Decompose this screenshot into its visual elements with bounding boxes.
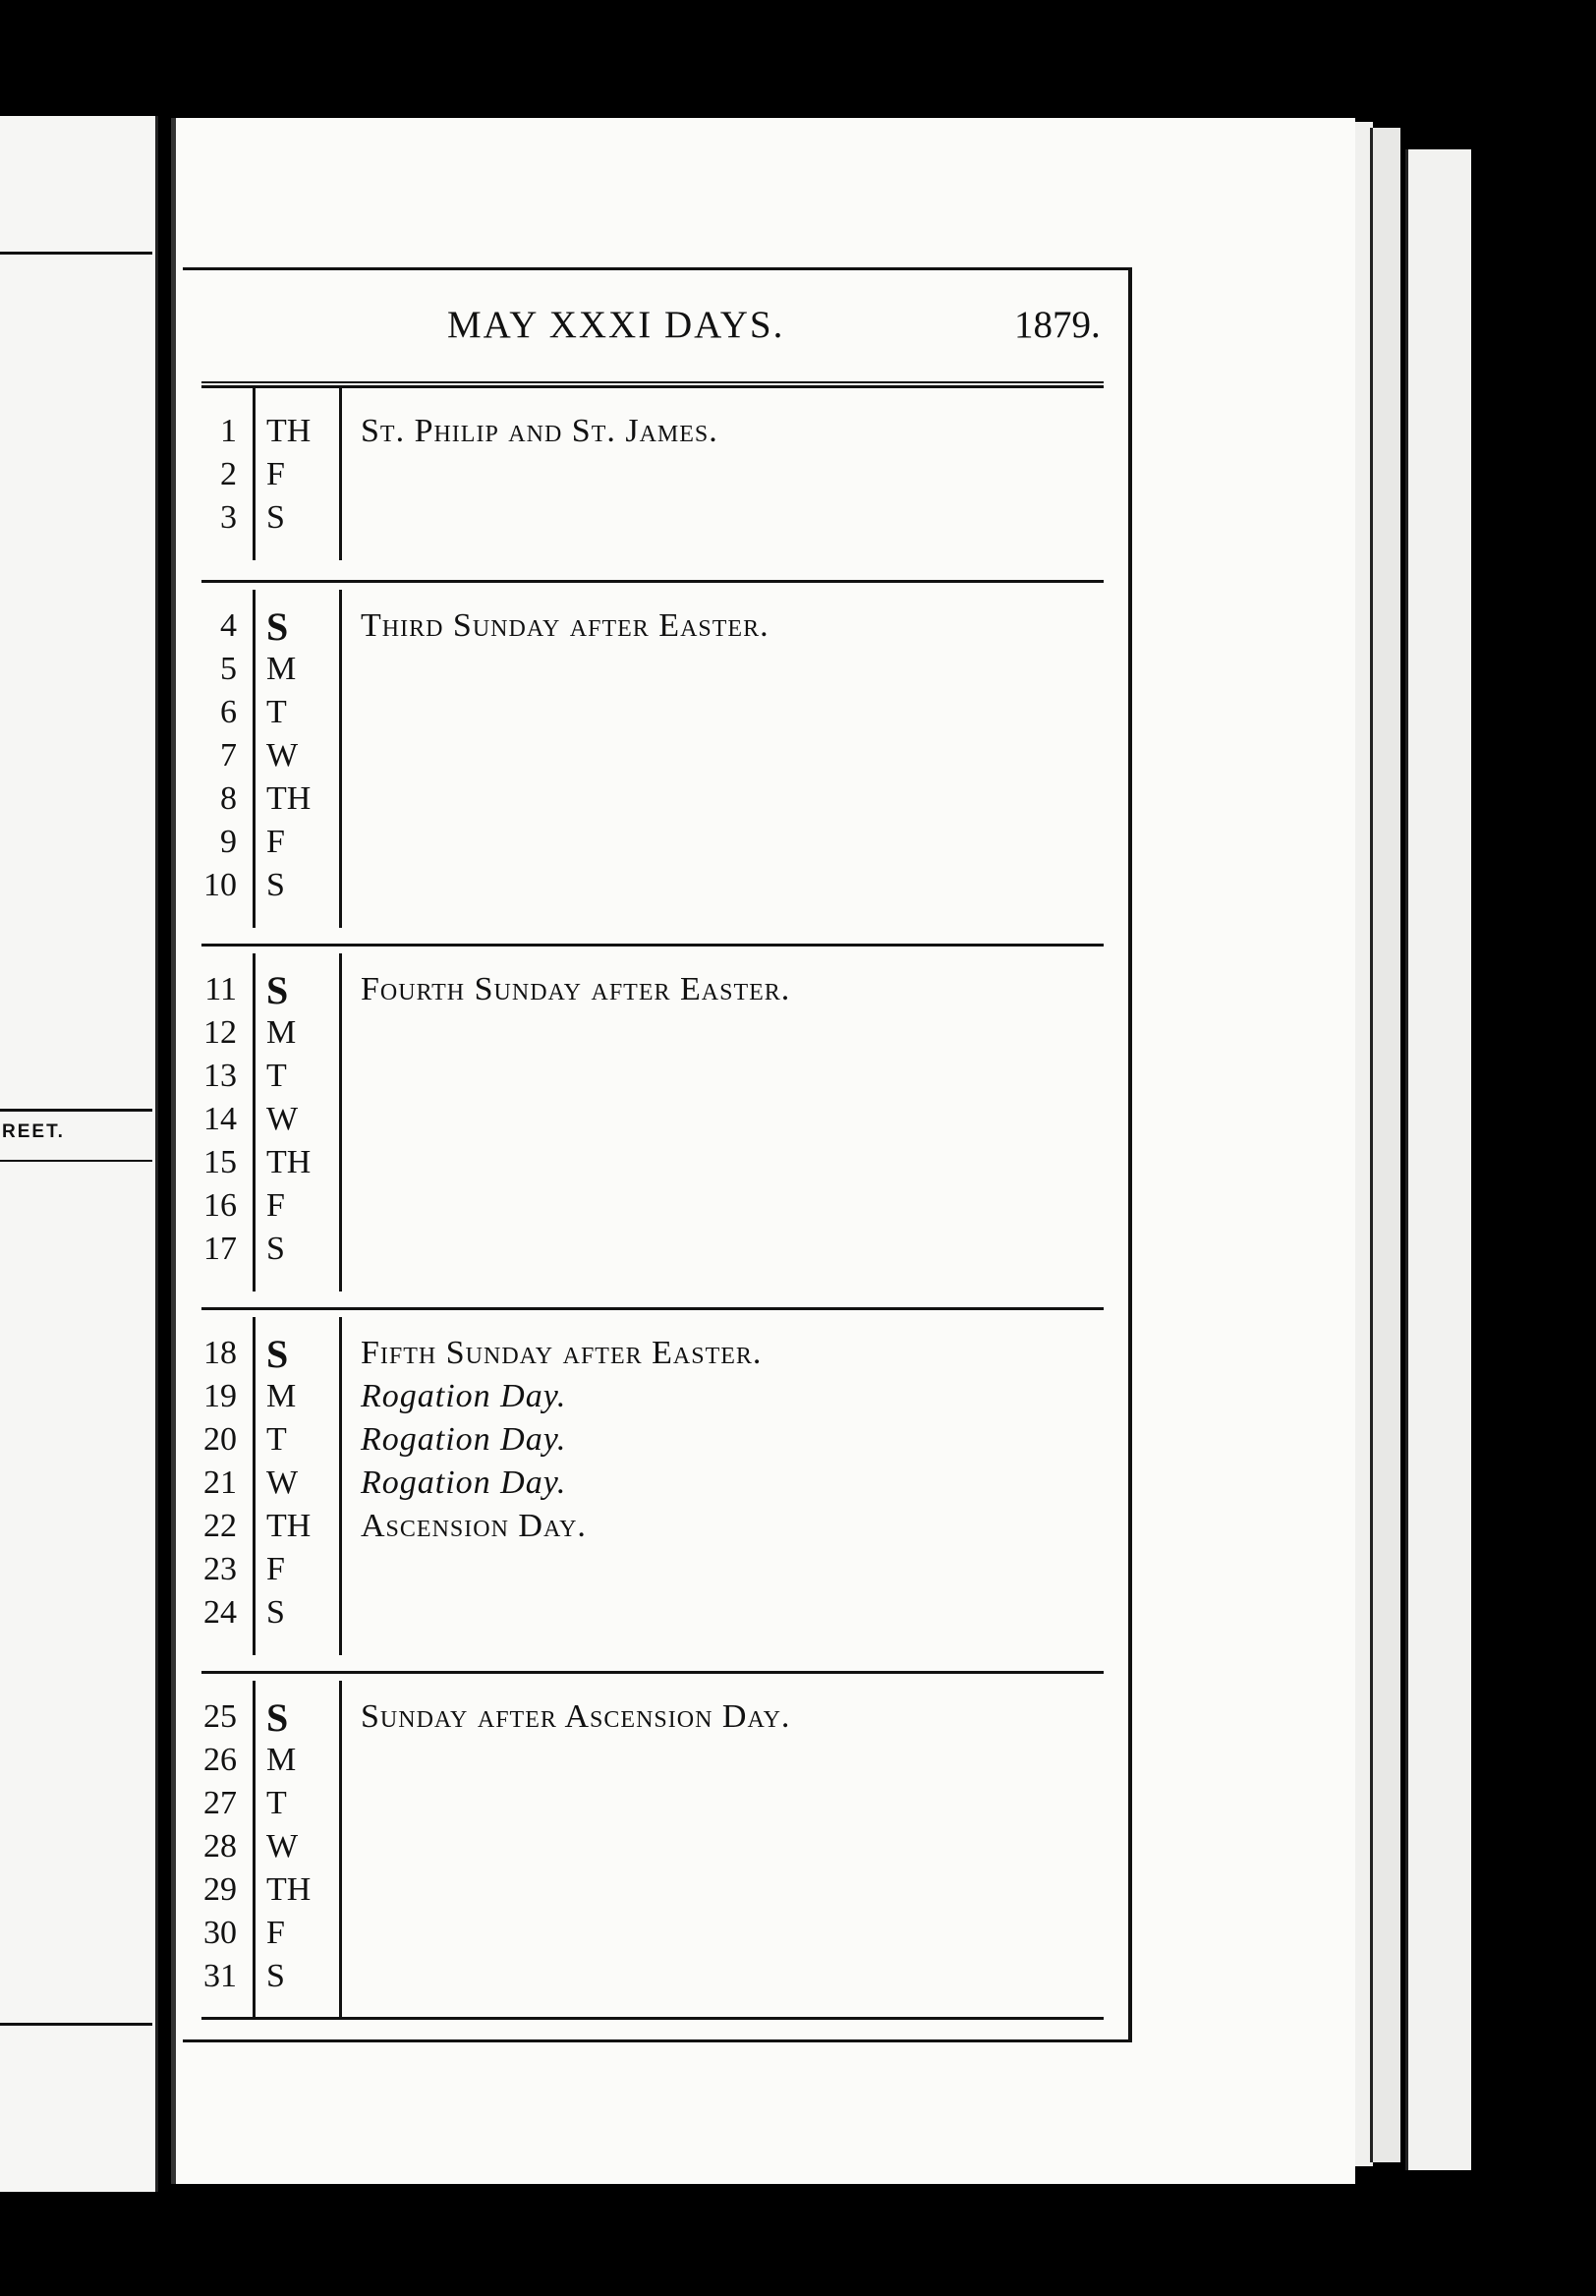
- day-row: [201, 1958, 1104, 2001]
- weekday-letter: M: [266, 1378, 297, 1414]
- day-row: [201, 1058, 1104, 1101]
- weekday-letter: TH: [266, 1508, 312, 1544]
- weekday-letter: F: [266, 1187, 285, 1224]
- day-number: 22: [203, 1508, 237, 1544]
- week-block: [201, 580, 1104, 928]
- day-number: 9: [220, 824, 237, 860]
- day-number: 21: [203, 1464, 237, 1501]
- day-number: 27: [203, 1785, 237, 1821]
- weekday-letter: TH: [266, 1144, 312, 1180]
- day-number: 28: [203, 1828, 237, 1865]
- weekday-letter: W: [266, 1464, 299, 1501]
- day-number: 12: [203, 1014, 237, 1051]
- day-row: [201, 1915, 1104, 1958]
- day-row: [201, 1378, 1104, 1421]
- weekday-letter: M: [266, 651, 297, 687]
- weekday-letter: S: [266, 1594, 285, 1631]
- table-bottom-rule: [201, 2017, 1104, 2020]
- prev-page-rule: [0, 2023, 152, 2026]
- weekday-letter: S: [266, 1231, 285, 1267]
- year-label: 1879.: [1014, 304, 1101, 346]
- day-row: [201, 1332, 1104, 1378]
- prev-page-rule: [0, 252, 152, 255]
- day-row: [201, 499, 1104, 543]
- day-number: 30: [203, 1915, 237, 1951]
- day-row: [201, 456, 1104, 499]
- prev-page-rule: [0, 1160, 152, 1162]
- week-block: [201, 1307, 1104, 1655]
- day-row: [201, 413, 1104, 456]
- day-number: 6: [220, 694, 237, 730]
- sunday-letter: S: [266, 604, 289, 649]
- weekday-letter: F: [266, 824, 285, 860]
- weekday-letter: S: [266, 1958, 285, 1994]
- day-number: 17: [203, 1231, 237, 1267]
- day-row: [201, 1785, 1104, 1828]
- day-row: [201, 1551, 1104, 1594]
- day-number: 10: [203, 867, 237, 903]
- week-separator: [201, 385, 1104, 388]
- day-number: 2: [220, 456, 237, 492]
- week-block: [201, 944, 1104, 1292]
- weekday-letter: TH: [266, 1871, 312, 1908]
- weekday-letter: TH: [266, 413, 312, 449]
- day-number: 20: [203, 1421, 237, 1458]
- week-block: [201, 1671, 1104, 2019]
- prev-page-rule: [0, 1109, 152, 1112]
- day-row: [201, 780, 1104, 824]
- weekday-letter: T: [266, 1058, 287, 1094]
- day-number: 3: [220, 499, 237, 536]
- day-number: 29: [203, 1871, 237, 1908]
- weekday-letter: W: [266, 1101, 299, 1137]
- day-row: [201, 867, 1104, 910]
- week-block: [201, 385, 1104, 560]
- weekday-letter: M: [266, 1742, 297, 1778]
- weekday-letter: S: [266, 867, 285, 903]
- day-observance: Third Sunday after Easter.: [361, 607, 770, 644]
- page-header: [0, 303, 1596, 352]
- book-edge: [1405, 149, 1471, 2170]
- previous-page: [0, 116, 158, 2192]
- day-observance: Sunday after Ascension Day.: [361, 1698, 791, 1735]
- weekday-letter: W: [266, 737, 299, 774]
- day-observance: Rogation Day.: [361, 1464, 567, 1501]
- week-separator: [201, 1671, 1104, 1674]
- week-separator: [201, 944, 1104, 947]
- page-edge: [1370, 128, 1400, 2162]
- day-number: 13: [203, 1058, 237, 1094]
- weekday-letter: F: [266, 456, 285, 492]
- day-row: [201, 1594, 1104, 1637]
- day-number: 26: [203, 1742, 237, 1778]
- week-separator: [201, 580, 1104, 583]
- day-row: [201, 737, 1104, 780]
- day-number: 25: [203, 1698, 237, 1735]
- weekday-letter: S: [266, 499, 285, 536]
- day-row: [201, 1014, 1104, 1058]
- day-row: [201, 968, 1104, 1014]
- day-number: 7: [220, 737, 237, 774]
- day-row: [201, 1828, 1104, 1871]
- weekday-letter: T: [266, 1421, 287, 1458]
- day-observance: Rogation Day.: [361, 1421, 567, 1458]
- day-row: [201, 1231, 1104, 1274]
- day-number: 18: [203, 1335, 237, 1371]
- day-row: [201, 824, 1104, 867]
- day-row: [201, 604, 1104, 651]
- day-row: [201, 1187, 1104, 1231]
- day-number: 24: [203, 1594, 237, 1631]
- day-row: [201, 1144, 1104, 1187]
- day-observance: St. Philip and St. James.: [361, 413, 718, 449]
- day-number: 8: [220, 780, 237, 817]
- header-rule: [201, 381, 1104, 383]
- day-number: 16: [203, 1187, 237, 1224]
- day-number: 4: [220, 607, 237, 644]
- day-number: 5: [220, 651, 237, 687]
- day-observance: Rogation Day.: [361, 1378, 567, 1414]
- day-number: 23: [203, 1551, 237, 1587]
- sunday-letter: S: [266, 1332, 289, 1376]
- day-observance: Ascension Day.: [361, 1508, 587, 1544]
- day-number: 15: [203, 1144, 237, 1180]
- day-row: [201, 1695, 1104, 1742]
- sunday-letter: S: [266, 1695, 289, 1740]
- weekday-letter: F: [266, 1915, 285, 1951]
- day-number: 1: [220, 413, 237, 449]
- prev-page-fragment: REET.: [2, 1121, 65, 1142]
- day-number: 14: [203, 1101, 237, 1137]
- day-row: [201, 651, 1104, 694]
- day-row: [201, 694, 1104, 737]
- day-row: [201, 1508, 1104, 1551]
- weekday-letter: TH: [266, 780, 312, 817]
- month-title: MAY XXXI DAYS.: [447, 304, 785, 346]
- day-observance: Fourth Sunday after Easter.: [361, 971, 791, 1007]
- day-row: [201, 1101, 1104, 1144]
- day-row: [201, 1464, 1104, 1508]
- day-number: 31: [203, 1958, 237, 1994]
- weekday-letter: T: [266, 1785, 287, 1821]
- sunday-letter: S: [266, 968, 289, 1012]
- day-observance: Fifth Sunday after Easter.: [361, 1335, 763, 1371]
- weekday-letter: M: [266, 1014, 297, 1051]
- day-row: [201, 1871, 1104, 1915]
- day-number: 11: [204, 971, 237, 1007]
- day-row: [201, 1421, 1104, 1464]
- weekday-letter: F: [266, 1551, 285, 1587]
- week-separator: [201, 1307, 1104, 1310]
- weekday-letter: T: [266, 694, 287, 730]
- weekday-letter: W: [266, 1828, 299, 1865]
- day-number: 19: [203, 1378, 237, 1414]
- day-row: [201, 1742, 1104, 1785]
